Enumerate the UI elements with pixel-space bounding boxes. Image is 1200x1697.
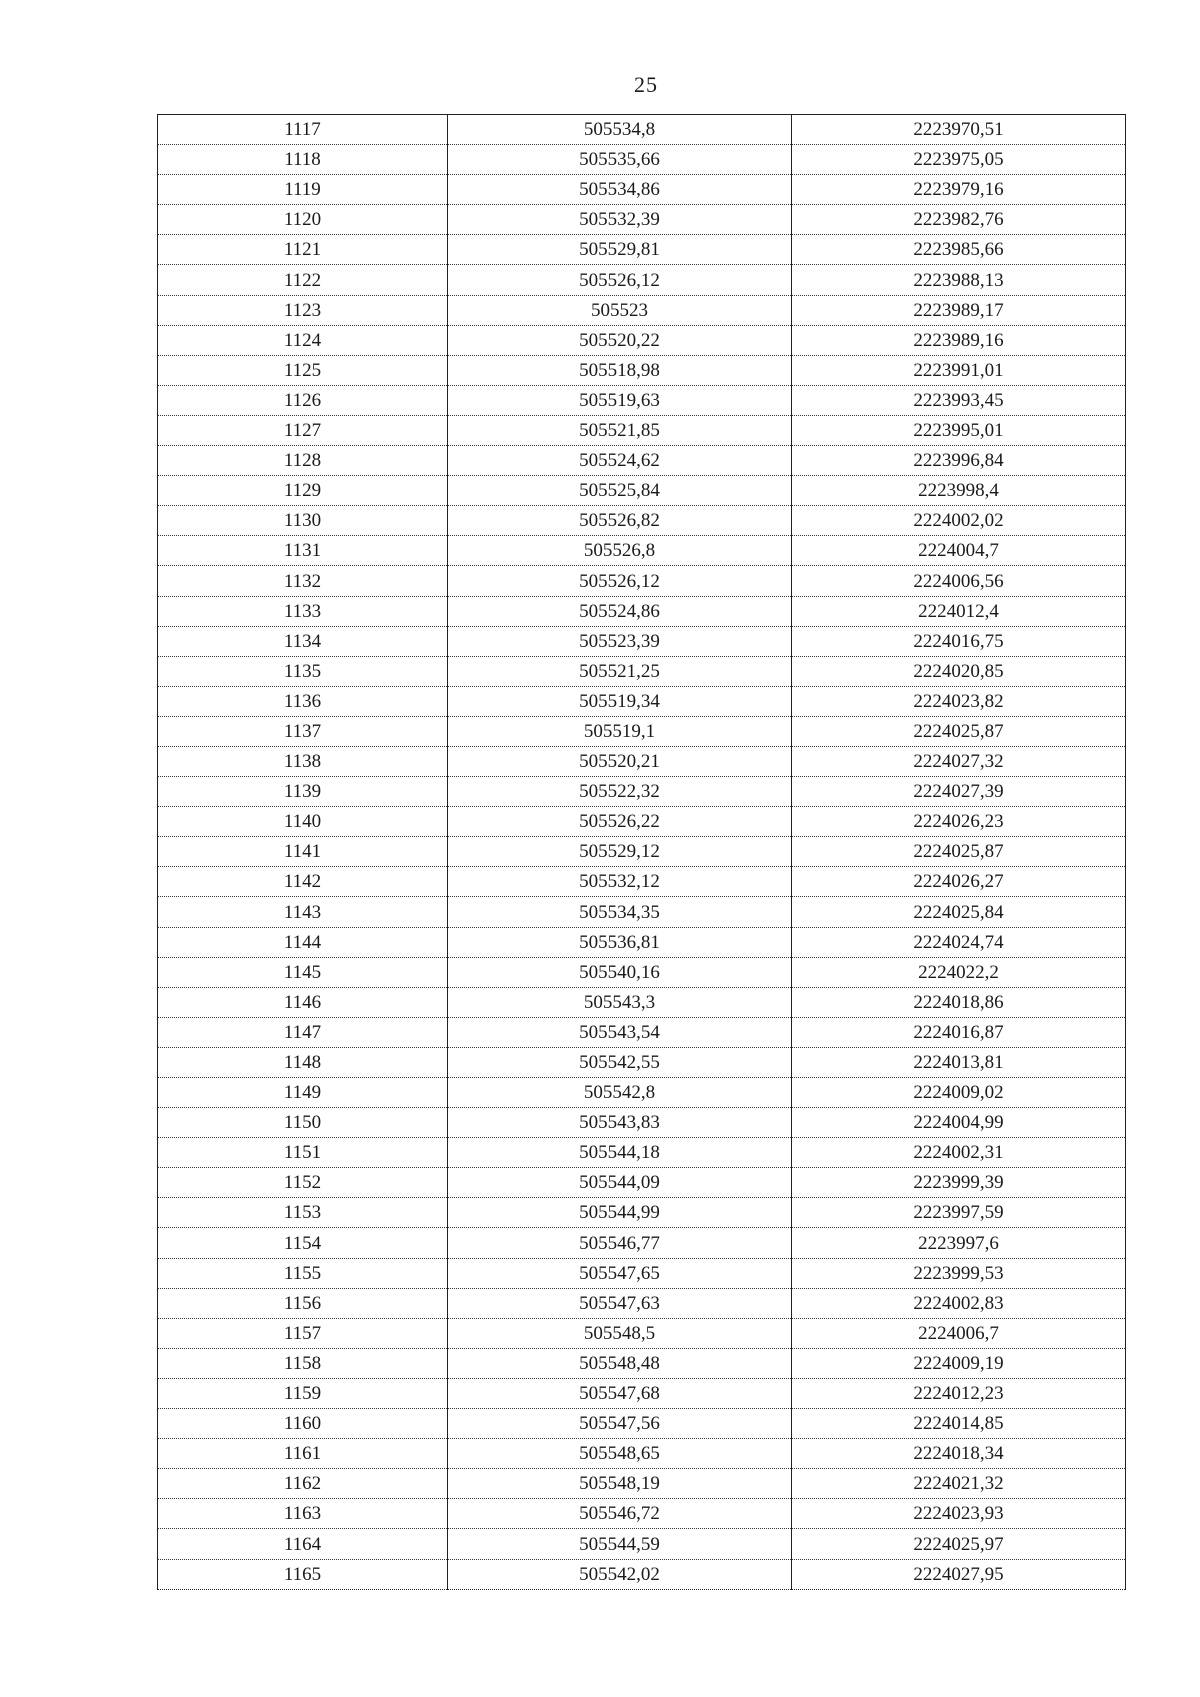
y-coordinate-cell: 2223970,51 [792, 115, 1126, 145]
point-number-cell: 1142 [158, 867, 448, 897]
point-number-cell: 1165 [158, 1559, 448, 1589]
point-number-cell: 1160 [158, 1409, 448, 1439]
x-coordinate-cell: 505519,63 [448, 385, 792, 415]
table-row [158, 506, 1126, 536]
y-coordinate-cell: 2223982,76 [792, 205, 1126, 235]
table-row [158, 1469, 1126, 1499]
x-coordinate-cell: 505524,86 [448, 596, 792, 626]
point-number-cell: 1120 [158, 205, 448, 235]
point-number-cell: 1127 [158, 415, 448, 445]
point-number-cell: 1125 [158, 355, 448, 385]
y-coordinate-cell: 2223993,45 [792, 385, 1126, 415]
y-coordinate-cell: 2224018,34 [792, 1439, 1126, 1469]
point-number-cell: 1118 [158, 145, 448, 175]
point-number-cell: 1121 [158, 235, 448, 265]
x-coordinate-cell: 505532,39 [448, 205, 792, 235]
y-coordinate-cell: 2224014,85 [792, 1409, 1126, 1439]
point-number-cell: 1134 [158, 626, 448, 656]
table-row [158, 957, 1126, 987]
x-coordinate-cell: 505548,48 [448, 1348, 792, 1378]
y-coordinate-cell: 2223998,4 [792, 476, 1126, 506]
y-coordinate-cell: 2224018,86 [792, 987, 1126, 1017]
y-coordinate-cell: 2223979,16 [792, 175, 1126, 205]
table-row [158, 1108, 1126, 1138]
point-number-cell: 1126 [158, 385, 448, 415]
x-coordinate-cell: 505526,22 [448, 807, 792, 837]
point-number-cell: 1136 [158, 686, 448, 716]
y-coordinate-cell: 2223996,84 [792, 446, 1126, 476]
point-number-cell: 1123 [158, 295, 448, 325]
y-coordinate-cell: 2224025,87 [792, 716, 1126, 746]
x-coordinate-cell: 505523 [448, 295, 792, 325]
table-row [158, 115, 1126, 145]
y-coordinate-cell: 2223989,17 [792, 295, 1126, 325]
x-coordinate-cell: 505519,34 [448, 686, 792, 716]
table-row [158, 716, 1126, 746]
x-coordinate-cell: 505523,39 [448, 626, 792, 656]
table-row [158, 145, 1126, 175]
table-row [158, 265, 1126, 295]
table-row [158, 1529, 1126, 1559]
point-number-cell: 1156 [158, 1288, 448, 1318]
x-coordinate-cell: 505544,18 [448, 1138, 792, 1168]
x-coordinate-cell: 505535,66 [448, 145, 792, 175]
x-coordinate-cell: 505542,55 [448, 1047, 792, 1077]
table-row [158, 325, 1126, 355]
x-coordinate-cell: 505548,65 [448, 1439, 792, 1469]
y-coordinate-cell: 2224009,19 [792, 1348, 1126, 1378]
point-number-cell: 1144 [158, 927, 448, 957]
table-row [158, 1499, 1126, 1529]
x-coordinate-cell: 505524,62 [448, 446, 792, 476]
table-row [158, 1409, 1126, 1439]
y-coordinate-cell: 2223985,66 [792, 235, 1126, 265]
x-coordinate-cell: 505534,8 [448, 115, 792, 145]
table-row [158, 536, 1126, 566]
y-coordinate-cell: 2223999,53 [792, 1258, 1126, 1288]
table-row [158, 1198, 1126, 1228]
y-coordinate-cell: 2223995,01 [792, 415, 1126, 445]
table-row [158, 1559, 1126, 1589]
table-row [158, 867, 1126, 897]
table-row [158, 1047, 1126, 1077]
point-number-cell: 1161 [158, 1439, 448, 1469]
x-coordinate-cell: 505547,63 [448, 1288, 792, 1318]
x-coordinate-cell: 505525,84 [448, 476, 792, 506]
point-number-cell: 1139 [158, 777, 448, 807]
y-coordinate-cell: 2224027,32 [792, 746, 1126, 776]
y-coordinate-cell: 2224023,82 [792, 686, 1126, 716]
x-coordinate-cell: 505543,83 [448, 1108, 792, 1138]
point-number-cell: 1157 [158, 1318, 448, 1348]
table-row [158, 807, 1126, 837]
x-coordinate-cell: 505548,19 [448, 1469, 792, 1499]
point-number-cell: 1152 [158, 1168, 448, 1198]
y-coordinate-cell: 2224026,27 [792, 867, 1126, 897]
page-number: 25 [634, 72, 658, 97]
x-coordinate-cell: 505536,81 [448, 927, 792, 957]
table-row [158, 1228, 1126, 1258]
x-coordinate-cell: 505526,12 [448, 265, 792, 295]
point-number-cell: 1132 [158, 566, 448, 596]
point-number-cell: 1158 [158, 1348, 448, 1378]
table-row [158, 1138, 1126, 1168]
point-number-cell: 1146 [158, 987, 448, 1017]
x-coordinate-cell: 505543,3 [448, 987, 792, 1017]
x-coordinate-cell: 505521,25 [448, 656, 792, 686]
x-coordinate-cell: 505548,5 [448, 1318, 792, 1348]
table-row [158, 1017, 1126, 1047]
x-coordinate-cell: 505526,12 [448, 566, 792, 596]
table-row [158, 415, 1126, 445]
x-coordinate-cell: 505544,99 [448, 1198, 792, 1228]
point-number-cell: 1151 [158, 1138, 448, 1168]
y-coordinate-cell: 2224022,2 [792, 957, 1126, 987]
y-coordinate-cell: 2224006,7 [792, 1318, 1126, 1348]
y-coordinate-cell: 2223989,16 [792, 325, 1126, 355]
x-coordinate-cell: 505522,32 [448, 777, 792, 807]
point-number-cell: 1153 [158, 1198, 448, 1228]
point-number-cell: 1155 [158, 1258, 448, 1288]
y-coordinate-cell: 2224027,95 [792, 1559, 1126, 1589]
x-coordinate-cell: 505543,54 [448, 1017, 792, 1047]
point-number-cell: 1164 [158, 1529, 448, 1559]
x-coordinate-cell: 505547,56 [448, 1409, 792, 1439]
point-number-cell: 1137 [158, 716, 448, 746]
table-row [158, 1439, 1126, 1469]
y-coordinate-cell: 2224002,02 [792, 506, 1126, 536]
point-number-cell: 1133 [158, 596, 448, 626]
point-number-cell: 1140 [158, 807, 448, 837]
y-coordinate-cell: 2224025,97 [792, 1529, 1126, 1559]
point-number-cell: 1122 [158, 265, 448, 295]
y-coordinate-cell: 2224002,31 [792, 1138, 1126, 1168]
point-number-cell: 1135 [158, 656, 448, 686]
x-coordinate-cell: 505519,1 [448, 716, 792, 746]
y-coordinate-cell: 2223997,6 [792, 1228, 1126, 1258]
point-number-cell: 1150 [158, 1108, 448, 1138]
point-number-cell: 1130 [158, 506, 448, 536]
table-row [158, 566, 1126, 596]
point-number-cell: 1119 [158, 175, 448, 205]
coordinates-table [157, 114, 1126, 1590]
table-row [158, 235, 1126, 265]
y-coordinate-cell: 2223988,13 [792, 265, 1126, 295]
x-coordinate-cell: 505544,09 [448, 1168, 792, 1198]
point-number-cell: 1129 [158, 476, 448, 506]
point-number-cell: 1143 [158, 897, 448, 927]
table-row [158, 1168, 1126, 1198]
x-coordinate-cell: 505518,98 [448, 355, 792, 385]
x-coordinate-cell: 505520,21 [448, 746, 792, 776]
y-coordinate-cell: 2224026,23 [792, 807, 1126, 837]
y-coordinate-cell: 2224012,23 [792, 1378, 1126, 1408]
table-row [158, 746, 1126, 776]
table-row [158, 1378, 1126, 1408]
point-number-cell: 1147 [158, 1017, 448, 1047]
x-coordinate-cell: 505546,77 [448, 1228, 792, 1258]
x-coordinate-cell: 505542,02 [448, 1559, 792, 1589]
coordinates-table-body [158, 115, 1126, 1590]
table-row [158, 446, 1126, 476]
point-number-cell: 1128 [158, 446, 448, 476]
x-coordinate-cell: 505546,72 [448, 1499, 792, 1529]
x-coordinate-cell: 505532,12 [448, 867, 792, 897]
table-row [158, 1318, 1126, 1348]
x-coordinate-cell: 505540,16 [448, 957, 792, 987]
y-coordinate-cell: 2224024,74 [792, 927, 1126, 957]
point-number-cell: 1159 [158, 1378, 448, 1408]
y-coordinate-cell: 2224016,87 [792, 1017, 1126, 1047]
y-coordinate-cell: 2223999,39 [792, 1168, 1126, 1198]
table-row [158, 175, 1126, 205]
y-coordinate-cell: 2224020,85 [792, 656, 1126, 686]
y-coordinate-cell: 2224004,7 [792, 536, 1126, 566]
table-row [158, 385, 1126, 415]
table-row [158, 205, 1126, 235]
point-number-cell: 1148 [158, 1047, 448, 1077]
point-number-cell: 1131 [158, 536, 448, 566]
table-row [158, 1348, 1126, 1378]
x-coordinate-cell: 505534,86 [448, 175, 792, 205]
x-coordinate-cell: 505521,85 [448, 415, 792, 445]
table-row [158, 837, 1126, 867]
y-coordinate-cell: 2224016,75 [792, 626, 1126, 656]
point-number-cell: 1141 [158, 837, 448, 867]
table-row [158, 476, 1126, 506]
y-coordinate-cell: 2224025,84 [792, 897, 1126, 927]
point-number-cell: 1163 [158, 1499, 448, 1529]
y-coordinate-cell: 2223997,59 [792, 1198, 1126, 1228]
y-coordinate-cell: 2224009,02 [792, 1078, 1126, 1108]
table-row [158, 897, 1126, 927]
y-coordinate-cell: 2223975,05 [792, 145, 1126, 175]
table-row [158, 656, 1126, 686]
x-coordinate-cell: 505547,65 [448, 1258, 792, 1288]
table-row [158, 626, 1126, 656]
point-number-cell: 1117 [158, 115, 448, 145]
table-row [158, 987, 1126, 1017]
x-coordinate-cell: 505542,8 [448, 1078, 792, 1108]
table-row [158, 1288, 1126, 1318]
table-row [158, 355, 1126, 385]
point-number-cell: 1138 [158, 746, 448, 776]
table-row [158, 1258, 1126, 1288]
point-number-cell: 1162 [158, 1469, 448, 1499]
y-coordinate-cell: 2224006,56 [792, 566, 1126, 596]
y-coordinate-cell: 2224021,32 [792, 1469, 1126, 1499]
y-coordinate-cell: 2224027,39 [792, 777, 1126, 807]
point-number-cell: 1145 [158, 957, 448, 987]
point-number-cell: 1154 [158, 1228, 448, 1258]
point-number-cell: 1149 [158, 1078, 448, 1108]
x-coordinate-cell: 505526,82 [448, 506, 792, 536]
x-coordinate-cell: 505529,12 [448, 837, 792, 867]
x-coordinate-cell: 505520,22 [448, 325, 792, 355]
x-coordinate-cell: 505534,35 [448, 897, 792, 927]
y-coordinate-cell: 2224012,4 [792, 596, 1126, 626]
table-row [158, 1078, 1126, 1108]
table-row [158, 596, 1126, 626]
point-number-cell: 1124 [158, 325, 448, 355]
y-coordinate-cell: 2224023,93 [792, 1499, 1126, 1529]
y-coordinate-cell: 2224002,83 [792, 1288, 1126, 1318]
y-coordinate-cell: 2224013,81 [792, 1047, 1126, 1077]
table-row [158, 295, 1126, 325]
table-row [158, 686, 1126, 716]
y-coordinate-cell: 2224004,99 [792, 1108, 1126, 1138]
table-row [158, 927, 1126, 957]
x-coordinate-cell: 505547,68 [448, 1378, 792, 1408]
x-coordinate-cell: 505526,8 [448, 536, 792, 566]
x-coordinate-cell: 505544,59 [448, 1529, 792, 1559]
x-coordinate-cell: 505529,81 [448, 235, 792, 265]
y-coordinate-cell: 2223991,01 [792, 355, 1126, 385]
table-row [158, 777, 1126, 807]
y-coordinate-cell: 2224025,87 [792, 837, 1126, 867]
